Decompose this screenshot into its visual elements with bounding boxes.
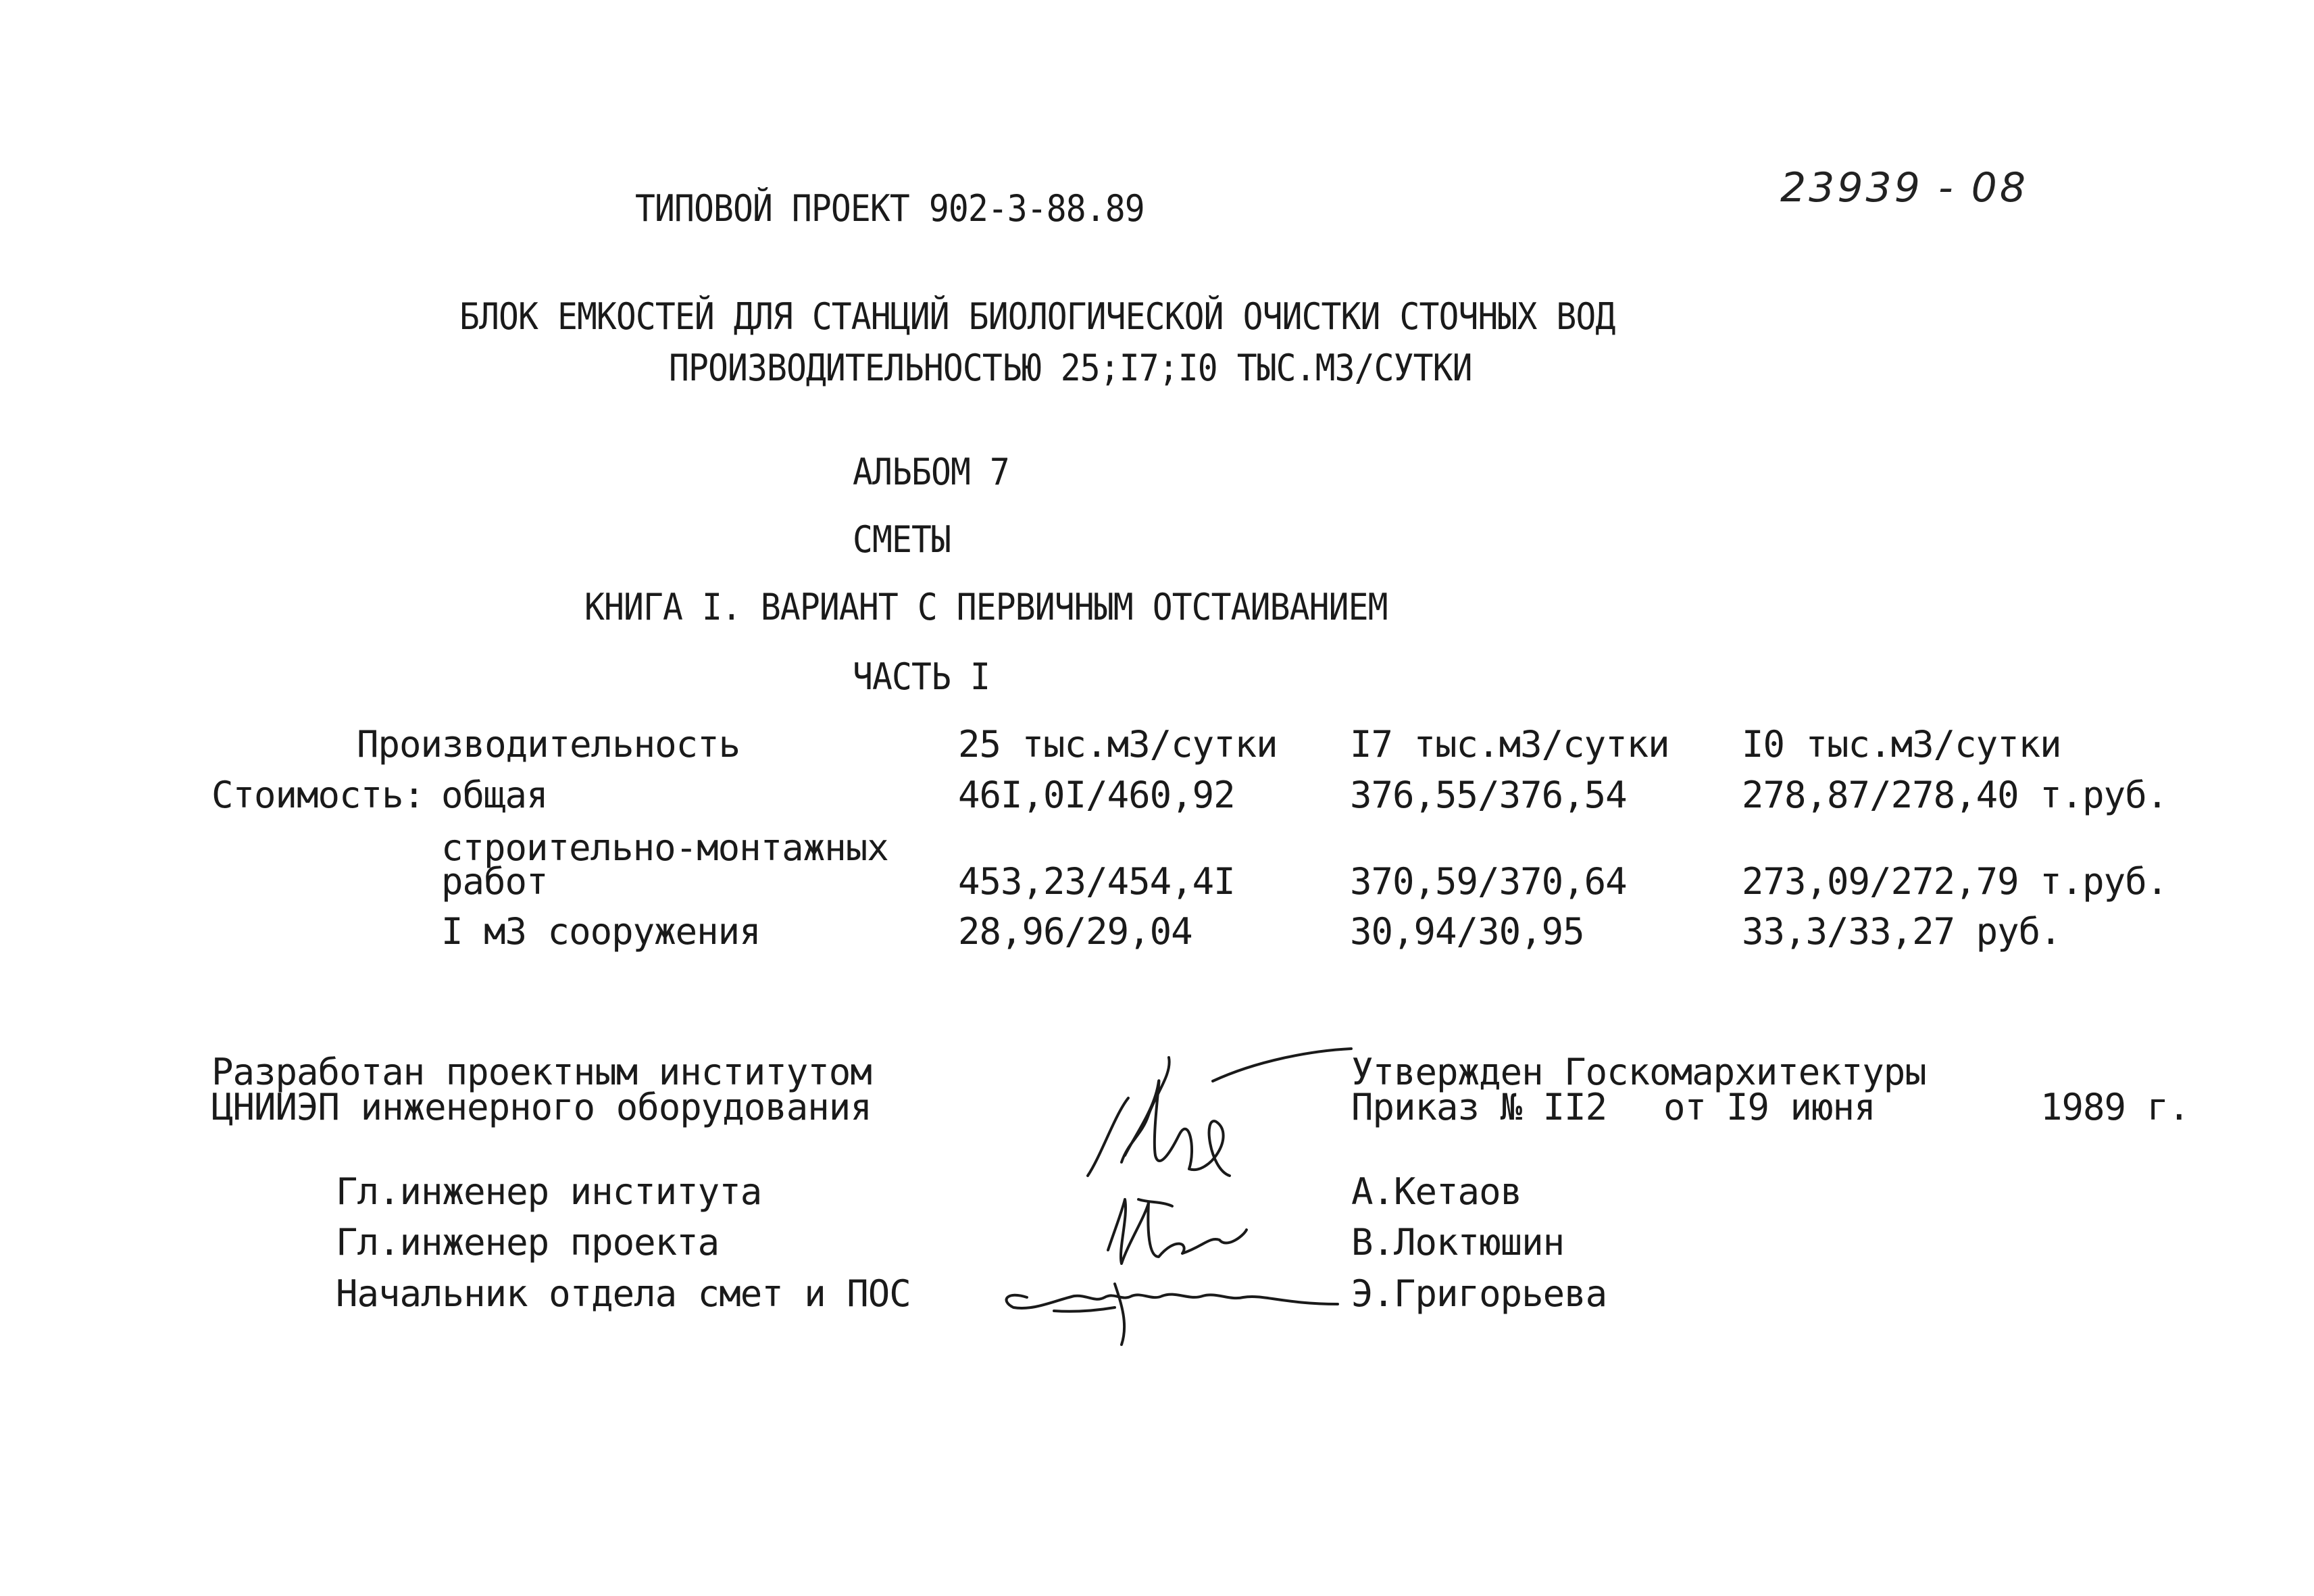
- cell-total-17: 376,55/376,54: [1350, 774, 1627, 816]
- book-label: КНИГА I. ВАРИАНТ С ПЕРВИЧНЫМ ОТСТАИВАНИЕМ: [584, 586, 1388, 628]
- signatory-name-3: Э.Григорьева: [1351, 1272, 1607, 1315]
- cell-construction-17: 370,59/370,64: [1350, 860, 1627, 903]
- signatory-name-2: В.Локтюшин: [1351, 1221, 1565, 1264]
- project-number: ТИПОВОЙ ПРОЕКТ 902-3-88.89: [635, 187, 1145, 230]
- signatory-role-1: Гл.инженер института: [336, 1170, 762, 1213]
- album-label: АЛЬБОМ 7: [853, 451, 1009, 493]
- approval-order: Приказ № II2: [1351, 1086, 1607, 1128]
- column-header-17: I7 тыс.м3/сутки: [1350, 723, 1669, 766]
- column-header-10: I0 тыс.м3/сутки: [1742, 723, 2061, 766]
- approval-line-1: Утвержден Госкомархитектуры: [1351, 1051, 1926, 1093]
- developer-line-2: ЦНИИЭП инженерного оборудования: [211, 1086, 872, 1128]
- developer-line-1: Разработан проектным институтом: [211, 1051, 872, 1093]
- row-label-construction-2: работ: [441, 860, 548, 903]
- signatory-role-3: Начальник отдела смет и ПОС: [336, 1272, 911, 1315]
- approval-date-prefix: от: [1663, 1086, 1707, 1128]
- handwritten-archive-number: 23939 - 08: [1780, 164, 2029, 211]
- cell-per-m3-25: 28,96/29,04: [958, 910, 1192, 953]
- approval-year: 1989 г.: [2040, 1086, 2190, 1128]
- row-label-total: общая: [441, 774, 548, 816]
- cell-per-m3-17: 30,94/30,95: [1350, 910, 1584, 953]
- column-header-25: 25 тыс.м3/сутки: [958, 723, 1278, 766]
- table-header-label: Производительность: [357, 723, 740, 766]
- approval-date: I9 июня: [1726, 1086, 1876, 1128]
- cell-per-m3-10: 33,3/33,27 руб.: [1742, 910, 2061, 953]
- row-label-construction-1: строительно-монтажных: [441, 826, 888, 869]
- cell-total-10: 278,87/278,40 т.руб.: [1742, 774, 2168, 816]
- cell-construction-10: 273,09/272,79 т.руб.: [1742, 860, 2168, 903]
- section-label: СМЕТЫ: [853, 518, 951, 561]
- cost-label: Стоимость:: [211, 774, 425, 816]
- row-label-per-m3: I м3 сооружения: [441, 910, 761, 953]
- signatory-role-2: Гл.инженер проекта: [336, 1221, 720, 1264]
- part-label: ЧАСТЬ I: [853, 655, 990, 698]
- handwritten-signatures: [986, 1034, 1365, 1351]
- title-line-1: БЛОК ЕМКОСТЕЙ ДЛЯ СТАНЦИЙ БИОЛОГИЧЕСКОЙ ОЧИСТКИ СТОЧНЫХ ВОД: [459, 295, 1615, 338]
- cell-total-25: 46I,0I/460,92: [958, 774, 1235, 816]
- cell-construction-25: 453,23/454,4I: [958, 860, 1235, 903]
- title-line-2: ПРОИЗВОДИТЕЛЬНОСТЬЮ 25;I7;I0 ТЫС.М3/СУТКИ: [669, 347, 1472, 389]
- signatory-name-1: А.Кетаов: [1351, 1170, 1522, 1213]
